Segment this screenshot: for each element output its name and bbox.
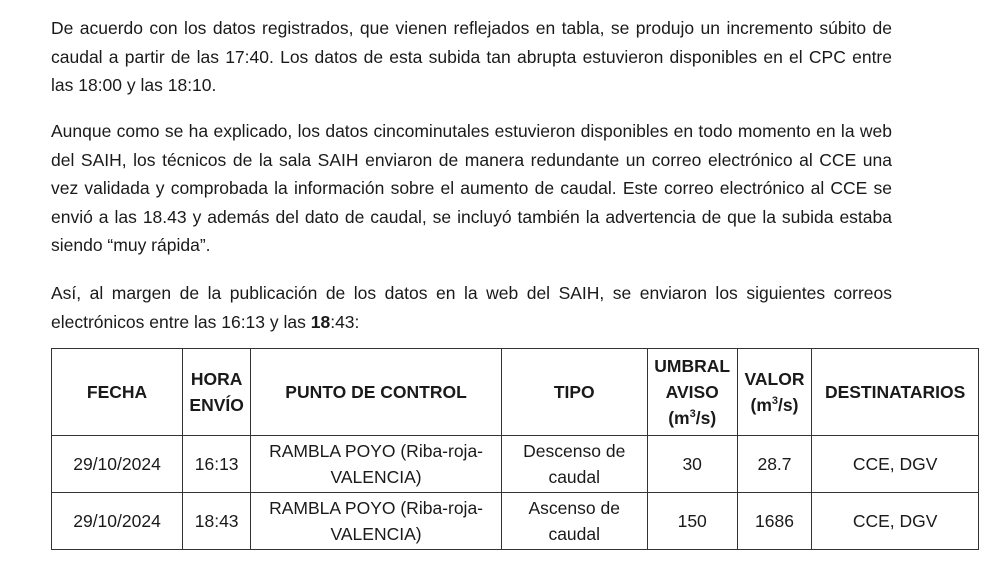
header-tipo: TIPO	[501, 349, 647, 436]
cell-punto	[251, 493, 502, 550]
intro-text: Así, al margen de la publicación de los datos en la web del SAIH, se enviaron los siguientes correos electrónicos entre las 16:13 y las	[51, 283, 892, 332]
cell-punto-line1: RAMBLA POYO (Riba-roja-	[269, 498, 484, 518]
header-hora-line2: ENVÍO	[189, 395, 244, 415]
intro-text-end: :43:	[330, 311, 360, 332]
paragraph-caudal-increase: De acuerdo con los datos registrados, que vienen reflejados en tabla, se produjo un incremento súbito de caudal a partir de las 17:40. Los datos de esta subida tan abrupta estuvieron disponibles en el CPC entre las 18:00 y las 18:10.	[51, 18, 892, 95]
cell-punto-line1: RAMBLA POYO (Riba-roja-	[269, 441, 484, 461]
cell-tipo-line1: Ascenso de	[528, 498, 620, 518]
cell-valor: 1686	[737, 493, 811, 550]
unit-post: /s)	[695, 408, 717, 428]
header-fecha: FECHA	[52, 349, 183, 436]
cell-tipo	[501, 436, 647, 493]
header-umbral-unit	[668, 408, 716, 428]
cell-fecha: 29/10/2024	[52, 436, 183, 493]
cell-umbral: 150	[647, 493, 737, 550]
cell-fecha: 29/10/2024	[52, 493, 183, 550]
header-umbral-aviso	[647, 349, 737, 436]
unit-sup: 3	[771, 395, 779, 408]
unit-pre: (m	[750, 395, 772, 415]
table-header-row	[52, 349, 979, 436]
paragraph-email-redundant: Aunque como se ha explicado, los datos cincominutales estuvieron disponibles en todo momento en la web del SAIH, los técnicos de la sala SAIH enviaron de manera redundante un correo electrónico al CCE una vez validada y comprobada la información sobre el aumento de caudal. Este correo electrónico al CCE se envió a las 18.43 y además del dato de caudal, se incluyó también la advertencia de que la subida estaba siendo “muy rápida”.	[51, 121, 892, 255]
cell-tipo-line1: Descenso de	[523, 441, 626, 461]
header-valor-line1: VALOR	[744, 369, 805, 389]
paragraph-emails-intro	[51, 279, 892, 336]
header-valor-unit	[751, 395, 799, 415]
cell-hora: 18:43	[183, 493, 251, 550]
cell-punto-line2: VALENCIA)	[330, 524, 422, 544]
cell-punto	[251, 436, 502, 493]
cell-tipo-line2: caudal	[548, 467, 601, 487]
cell-destinatarios: CCE, DGV	[812, 436, 979, 493]
header-destinatarios: DESTINATARIOS	[812, 349, 979, 436]
header-punto-control: PUNTO DE CONTROL	[251, 349, 502, 436]
header-umbral-line1: UMBRAL	[654, 356, 731, 376]
cell-destinatarios: CCE, DGV	[812, 493, 979, 550]
unit-pre: (m	[668, 408, 690, 428]
header-valor	[737, 349, 811, 436]
table-row	[52, 436, 979, 493]
emails-table	[51, 348, 979, 550]
cell-hora: 16:13	[183, 436, 251, 493]
cell-tipo	[501, 493, 647, 550]
cell-tipo-line2: caudal	[548, 524, 601, 544]
header-hora-envio	[183, 349, 251, 436]
unit-sup: 3	[689, 408, 696, 421]
unit-post: /s)	[778, 395, 799, 415]
table-row	[52, 493, 979, 550]
header-umbral-line2: AVISO	[665, 382, 719, 402]
cell-punto-line2: VALENCIA)	[330, 467, 422, 487]
cell-umbral: 30	[647, 436, 737, 493]
header-hora-line1: HORA	[190, 369, 243, 389]
intro-bold-time: 18	[310, 311, 331, 332]
cell-valor: 28.7	[737, 436, 811, 493]
